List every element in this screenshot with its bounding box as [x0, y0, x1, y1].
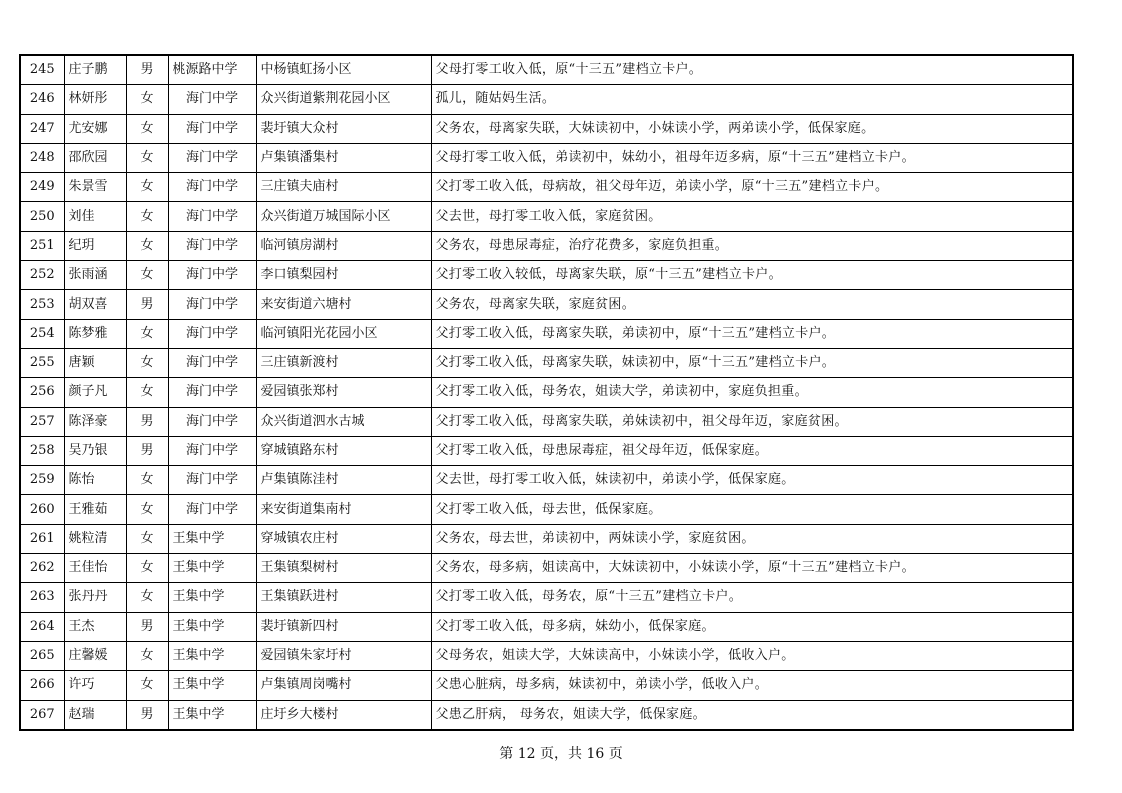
student-name-cell: 许巧	[64, 671, 126, 700]
home-address-cell: 穿城镇农庄村	[256, 524, 431, 553]
row-number-cell: 259	[20, 466, 64, 495]
student-name-cell: 张丹丹	[64, 583, 126, 612]
family-situation-cell: 父打零工收入低，母病故，祖父母年迈，弟读小学，原“十三五”建档立卡户。	[431, 173, 1073, 202]
student-name-cell: 庄子鹏	[64, 55, 126, 85]
student-name-cell: 陈泽豪	[64, 407, 126, 436]
family-situation-cell: 父打零工收入低，母务农，原“十三五”建档立卡户。	[431, 583, 1073, 612]
family-situation-cell: 父母务农，姐读大学，大妹读高中，小妹读小学，低收入户。	[431, 641, 1073, 670]
student-sex-cell: 男	[126, 436, 168, 465]
school-name-cell: 王集中学	[168, 554, 256, 583]
family-situation-cell: 父务农，母离家失联，家庭贫困。	[431, 290, 1073, 319]
home-address-cell: 李口镇梨园村	[256, 261, 431, 290]
row-number-cell: 261	[20, 524, 64, 553]
table-row	[20, 524, 1073, 553]
student-sex-cell: 女	[126, 231, 168, 260]
student-sex-cell: 女	[126, 202, 168, 231]
student-sex-cell: 女	[126, 495, 168, 524]
family-situation-cell: 父患乙肝病， 母务农，姐读大学，低保家庭。	[431, 700, 1073, 730]
family-situation-cell: 父打零工收入低，母离家失联，弟读初中，原“十三五”建档立卡户。	[431, 319, 1073, 348]
student-sex-cell: 女	[126, 378, 168, 407]
student-sex-cell: 女	[126, 583, 168, 612]
student-name-cell: 赵瑞	[64, 700, 126, 730]
family-situation-cell: 父母打零工收入低，原“十三五”建档立卡户。	[431, 55, 1073, 85]
school-name-cell: 王集中学	[168, 641, 256, 670]
school-name-cell: 王集中学	[168, 612, 256, 641]
student-sex-cell: 女	[126, 173, 168, 202]
student-name-cell: 张雨涵	[64, 261, 126, 290]
school-name-cell: 海门中学	[168, 466, 256, 495]
student-name-cell: 林妍彤	[64, 85, 126, 114]
student-sex-cell: 女	[126, 524, 168, 553]
home-address-cell: 卢集镇陈洼村	[256, 466, 431, 495]
family-situation-cell: 父打零工收入低，母患尿毒症，祖父母年迈，低保家庭。	[431, 436, 1073, 465]
school-name-cell: 海门中学	[168, 319, 256, 348]
school-name-cell: 海门中学	[168, 378, 256, 407]
row-number-cell: 260	[20, 495, 64, 524]
family-situation-cell: 父打零工收入低，母去世，低保家庭。	[431, 495, 1073, 524]
student-name-cell: 姚粒清	[64, 524, 126, 553]
school-name-cell: 海门中学	[168, 143, 256, 172]
home-address-cell: 卢集镇潘集村	[256, 143, 431, 172]
student-name-cell: 庄馨媛	[64, 641, 126, 670]
table-row	[20, 671, 1073, 700]
student-name-cell: 邵欣园	[64, 143, 126, 172]
home-address-cell: 庄圩乡大楼村	[256, 700, 431, 730]
family-situation-cell: 父患心脏病，母多病，妹读初中，弟读小学，低收入户。	[431, 671, 1073, 700]
table-row	[20, 700, 1073, 730]
school-name-cell: 海门中学	[168, 407, 256, 436]
student-sex-cell: 女	[126, 319, 168, 348]
home-address-cell: 卢集镇周岗嘴村	[256, 671, 431, 700]
student-sex-cell: 男	[126, 407, 168, 436]
home-address-cell: 爱园镇张郑村	[256, 378, 431, 407]
row-number-cell: 257	[20, 407, 64, 436]
row-number-cell: 248	[20, 143, 64, 172]
table-row	[20, 436, 1073, 465]
student-sex-cell: 女	[126, 143, 168, 172]
table-row	[20, 378, 1073, 407]
table-row	[20, 554, 1073, 583]
home-address-cell: 裴圩镇新四村	[256, 612, 431, 641]
row-number-cell: 252	[20, 261, 64, 290]
student-sex-cell: 男	[126, 55, 168, 85]
student-sex-cell: 女	[126, 348, 168, 377]
family-situation-cell: 父打零工收入低，母务农，姐读大学，弟读初中，家庭负担重。	[431, 378, 1073, 407]
row-number-cell: 263	[20, 583, 64, 612]
student-name-cell: 王雅茹	[64, 495, 126, 524]
table-row	[20, 85, 1073, 114]
school-name-cell: 海门中学	[168, 173, 256, 202]
school-name-cell: 海门中学	[168, 290, 256, 319]
row-number-cell: 255	[20, 348, 64, 377]
home-address-cell: 临河镇房湖村	[256, 231, 431, 260]
student-name-cell: 纪玥	[64, 231, 126, 260]
row-number-cell: 249	[20, 173, 64, 202]
school-name-cell: 海门中学	[168, 261, 256, 290]
table-row	[20, 55, 1073, 85]
school-name-cell: 海门中学	[168, 85, 256, 114]
student-name-cell: 唐颖	[64, 348, 126, 377]
student-sex-cell: 女	[126, 85, 168, 114]
table-row	[20, 261, 1073, 290]
row-number-cell: 258	[20, 436, 64, 465]
home-address-cell: 三庄镇夫庙村	[256, 173, 431, 202]
table-row	[20, 466, 1073, 495]
school-name-cell: 王集中学	[168, 524, 256, 553]
school-name-cell: 王集中学	[168, 583, 256, 612]
school-name-cell: 海门中学	[168, 114, 256, 143]
school-name-cell: 桃源路中学	[168, 55, 256, 85]
table-body	[20, 55, 1073, 730]
home-address-cell: 众兴街道万城国际小区	[256, 202, 431, 231]
student-sex-cell: 男	[126, 612, 168, 641]
family-situation-cell: 父务农，母去世，弟读初中，两妹读小学，家庭贫困。	[431, 524, 1073, 553]
school-name-cell: 海门中学	[168, 202, 256, 231]
table-row	[20, 319, 1073, 348]
row-number-cell: 250	[20, 202, 64, 231]
school-name-cell: 海门中学	[168, 231, 256, 260]
student-name-cell: 朱景雪	[64, 173, 126, 202]
home-address-cell: 裴圩镇大众村	[256, 114, 431, 143]
table-row	[20, 641, 1073, 670]
row-number-cell: 266	[20, 671, 64, 700]
student-name-cell: 吴乃银	[64, 436, 126, 465]
school-name-cell: 海门中学	[168, 495, 256, 524]
table-row	[20, 173, 1073, 202]
family-situation-cell: 父去世，母打零工收入低，妹读初中，弟读小学，低保家庭。	[431, 466, 1073, 495]
home-address-cell: 爱园镇朱家圩村	[256, 641, 431, 670]
row-number-cell: 246	[20, 85, 64, 114]
family-situation-cell: 父务农，母离家失联，大妹读初中，小妹读小学，两弟读小学，低保家庭。	[431, 114, 1073, 143]
home-address-cell: 临河镇阳光花园小区	[256, 319, 431, 348]
student-sex-cell: 女	[126, 671, 168, 700]
table-row	[20, 290, 1073, 319]
student-name-cell: 刘佳	[64, 202, 126, 231]
student-aid-table	[19, 54, 1074, 731]
row-number-cell: 251	[20, 231, 64, 260]
school-name-cell: 王集中学	[168, 700, 256, 730]
row-number-cell: 265	[20, 641, 64, 670]
student-sex-cell: 女	[126, 261, 168, 290]
student-sex-cell: 女	[126, 554, 168, 583]
table-row	[20, 143, 1073, 172]
school-name-cell: 王集中学	[168, 671, 256, 700]
home-address-cell: 王集镇跃进村	[256, 583, 431, 612]
table-row	[20, 407, 1073, 436]
home-address-cell: 众兴街道泗水古城	[256, 407, 431, 436]
home-address-cell: 众兴街道紫荆花园小区	[256, 85, 431, 114]
row-number-cell: 262	[20, 554, 64, 583]
row-number-cell: 247	[20, 114, 64, 143]
student-sex-cell: 女	[126, 641, 168, 670]
row-number-cell: 256	[20, 378, 64, 407]
family-situation-cell: 父打零工收入低，母离家失联，妹读初中，原“十三五”建档立卡户。	[431, 348, 1073, 377]
row-number-cell: 267	[20, 700, 64, 730]
family-situation-cell: 父打零工收入较低，母离家失联，原“十三五”建档立卡户。	[431, 261, 1073, 290]
row-number-cell: 253	[20, 290, 64, 319]
row-number-cell: 245	[20, 55, 64, 85]
home-address-cell: 王集镇梨树村	[256, 554, 431, 583]
family-situation-cell: 父打零工收入低，母多病，妹幼小，低保家庭。	[431, 612, 1073, 641]
student-name-cell: 王佳怡	[64, 554, 126, 583]
home-address-cell: 来安街道集南村	[256, 495, 431, 524]
student-sex-cell: 女	[126, 466, 168, 495]
table-row	[20, 348, 1073, 377]
student-name-cell: 尤安娜	[64, 114, 126, 143]
table-row	[20, 231, 1073, 260]
row-number-cell: 264	[20, 612, 64, 641]
family-situation-cell: 父母打零工收入低，弟读初中，妹幼小，祖母年迈多病，原“十三五”建档立卡户。	[431, 143, 1073, 172]
table-row	[20, 612, 1073, 641]
family-situation-cell: 父务农，母患尿毒症，治疗花费多，家庭负担重。	[431, 231, 1073, 260]
school-name-cell: 海门中学	[168, 436, 256, 465]
student-sex-cell: 女	[126, 114, 168, 143]
school-name-cell: 海门中学	[168, 348, 256, 377]
table-row	[20, 114, 1073, 143]
home-address-cell: 穿城镇路东村	[256, 436, 431, 465]
home-address-cell: 三庄镇新渡村	[256, 348, 431, 377]
student-name-cell: 王杰	[64, 612, 126, 641]
home-address-cell: 来安街道六塘村	[256, 290, 431, 319]
table-row	[20, 495, 1073, 524]
student-name-cell: 陈梦雅	[64, 319, 126, 348]
family-situation-cell: 孤儿，随姑妈生活。	[431, 85, 1073, 114]
table-row	[20, 583, 1073, 612]
page-footer: 第 12 页，共 16 页	[499, 746, 623, 762]
row-number-cell: 254	[20, 319, 64, 348]
student-sex-cell: 男	[126, 700, 168, 730]
student-name-cell: 胡双喜	[64, 290, 126, 319]
home-address-cell: 中杨镇虹扬小区	[256, 55, 431, 85]
family-situation-cell: 父去世，母打零工收入低，家庭贫困。	[431, 202, 1073, 231]
family-situation-cell: 父务农，母多病，姐读高中，大妹读初中，小妹读小学，原“十三五”建档立卡户。	[431, 554, 1073, 583]
table-row	[20, 202, 1073, 231]
student-name-cell: 陈怡	[64, 466, 126, 495]
family-situation-cell: 父打零工收入低，母离家失联，弟妹读初中，祖父母年迈，家庭贫困。	[431, 407, 1073, 436]
student-name-cell: 颜子凡	[64, 378, 126, 407]
student-sex-cell: 男	[126, 290, 168, 319]
